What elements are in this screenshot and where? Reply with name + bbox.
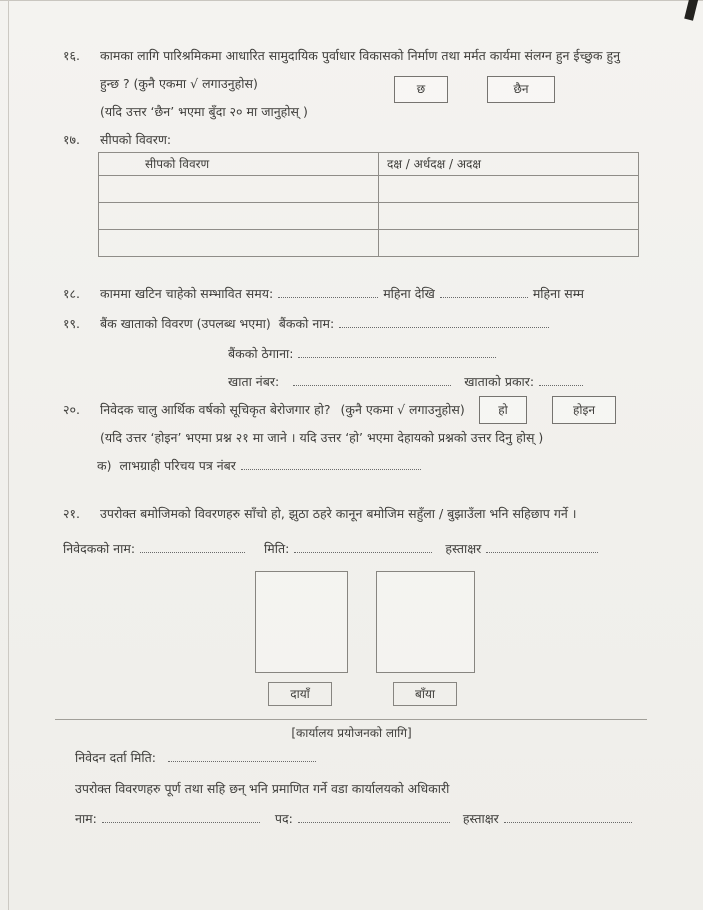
question-16-line1	[63, 48, 620, 65]
q20-note-text: (यदि उत्तर ‘होइन’ भएमा प्रश्न २१ मा जाने । यदि उत्तर ‘हो’ भएमा देहायको प्रश्नको उत्तर दिनु होस् )	[100, 430, 544, 445]
scan-edge-left	[8, 0, 9, 910]
item-number-17: १७.	[63, 132, 80, 147]
officer-name-label: नाम:	[75, 811, 97, 826]
account-number-label: खाता नंबर:	[228, 374, 280, 389]
item-number-20: २०.	[63, 402, 80, 417]
skill-level-cell[interactable]	[379, 203, 639, 230]
officer-signature-label: हस्ताक्षर	[462, 811, 499, 826]
bank-address-field[interactable]	[298, 357, 496, 358]
table-row	[99, 176, 639, 203]
declaration-row	[63, 541, 603, 558]
q16-text-line2: हुन्छ ? (कुनै एकमा √ लगाउनुहोस)	[100, 76, 258, 91]
skill-description-cell[interactable]	[99, 203, 379, 230]
skill-description-cell[interactable]	[99, 230, 379, 257]
account-row	[228, 374, 588, 391]
months-from-field[interactable]	[278, 297, 378, 298]
checkbox-hoina-label: होइन	[572, 402, 596, 417]
q19-label: बैंक खाताको विवरण (उपलब्ध भएमा)	[100, 316, 271, 331]
q18-from-label: महिना देखि	[383, 286, 435, 301]
registration-date-label: निवेदन दर्ता मिति:	[75, 750, 156, 765]
account-type-field[interactable]	[539, 385, 583, 386]
checkbox-chha[interactable]	[394, 76, 448, 103]
registration-date-field[interactable]	[168, 761, 316, 762]
skills-col2-header: दक्ष / अर्धदक्ष / अदक्ष	[379, 153, 639, 176]
bank-address-row	[228, 346, 501, 363]
q16-note-text: (यदि उत्तर ‘छैन’ भएमा बुँदा २० मा जानुहोस् )	[100, 104, 308, 119]
registration-date-row	[75, 750, 321, 767]
q18-to-label: महिना सम्म	[532, 286, 584, 301]
skills-col1-header: सीपको विवरण	[99, 153, 379, 176]
item-number-21: २१.	[63, 506, 80, 521]
q20-instruction: (कुनै एकमा √ लगाउनुहोस)	[340, 402, 465, 417]
checkbox-ho-label: हो	[498, 402, 508, 417]
question-16-line2	[100, 76, 258, 93]
applicant-name-label: निवेदकको नाम:	[63, 541, 136, 556]
scan-edge-top	[0, 0, 703, 1]
q18-label: काममा खटिन चाहेको सम्भावित समय:	[100, 286, 274, 301]
item-number-18: १८.	[63, 286, 80, 301]
skills-table	[98, 152, 639, 257]
q17-label: सीपको विवरण:	[100, 132, 172, 147]
question-21	[63, 506, 577, 523]
q20-sub-a-num: क)	[97, 458, 112, 473]
question-18	[63, 286, 584, 303]
checkbox-chha-label: छ	[416, 82, 426, 97]
checkbox-chhaina[interactable]	[487, 76, 555, 103]
officer-signature-field[interactable]	[504, 822, 632, 823]
checkbox-chhaina-label: छैन	[513, 82, 529, 97]
beneficiary-id-field[interactable]	[241, 469, 421, 470]
office-use-title: [कार्यालय प्रयोजनको लागि]	[291, 726, 412, 740]
checkbox-hoina[interactable]	[552, 396, 616, 424]
left-thumbprint-label: बाँया	[414, 686, 436, 701]
table-row	[99, 230, 639, 257]
bank-name-label: बैंकको नाम:	[278, 316, 335, 331]
signature-label: हस्ताक्षर	[445, 541, 482, 556]
signature-field[interactable]	[486, 552, 598, 553]
officer-row	[75, 811, 637, 828]
certify-text: उपरोक्त विवरणहरु पूर्ण तथा सहि छन् भनि प्रमाणित गर्ने वडा कार्यालयको अधिकारी	[75, 781, 450, 796]
applicant-name-field[interactable]	[140, 552, 245, 553]
right-thumbprint-box[interactable]	[255, 571, 348, 673]
bank-name-field[interactable]	[339, 327, 549, 328]
skill-level-cell[interactable]	[379, 230, 639, 257]
question-16-note	[100, 104, 308, 121]
certify-row	[75, 781, 449, 798]
officer-post-field[interactable]	[298, 822, 450, 823]
scan-corner-mark	[684, 0, 699, 21]
q16-text-line1: कामका लागि पारिश्रमिकमा आधारित सामुदायिक पुर्वाधार विकासको निर्माण तथा मर्मत कार्यमा संलग्न हुन ईच्छुक हुनु	[100, 48, 621, 63]
skill-description-cell[interactable]	[99, 176, 379, 203]
checkbox-ho[interactable]	[479, 396, 527, 424]
left-thumbprint-box[interactable]	[376, 571, 475, 673]
officer-name-field[interactable]	[102, 822, 260, 823]
question-20	[63, 402, 465, 419]
bank-address-label: बैंकको ठेगाना:	[228, 346, 294, 361]
date-label: मिति:	[264, 541, 290, 556]
section-divider	[55, 719, 647, 720]
right-thumbprint-label-box	[268, 682, 332, 706]
account-type-label: खाताको प्रकार:	[464, 374, 535, 389]
q20-question: निवेदक चालु आर्थिक वर्षको सूचिकृत बेरोजगार हो?	[100, 402, 331, 417]
officer-post-label: पद:	[274, 811, 293, 826]
table-row	[99, 203, 639, 230]
item-number-16: १६.	[63, 48, 80, 63]
months-to-field[interactable]	[440, 297, 528, 298]
right-thumbprint-label: दायाँ	[290, 686, 310, 701]
question-19	[63, 316, 554, 333]
question-20-note	[100, 430, 543, 447]
date-field[interactable]	[294, 552, 432, 553]
skills-table-header-row	[99, 153, 639, 176]
left-thumbprint-label-box	[393, 682, 457, 706]
q21-text: उपरोक्त बमोजिमको विवरणहरु साँचो हो, झुठा ठहरे कानून बमोजिम सहुँला / बुझाउँला भनि सहिछाप गर्ने ।	[100, 506, 577, 521]
account-number-field[interactable]	[293, 385, 451, 386]
skill-level-cell[interactable]	[379, 176, 639, 203]
item-number-19: १९.	[63, 316, 80, 331]
question-17	[63, 132, 171, 149]
beneficiary-id-label: लाभग्राही परिचय पत्र नंबर	[119, 458, 236, 473]
question-20-sub-a	[97, 458, 426, 475]
